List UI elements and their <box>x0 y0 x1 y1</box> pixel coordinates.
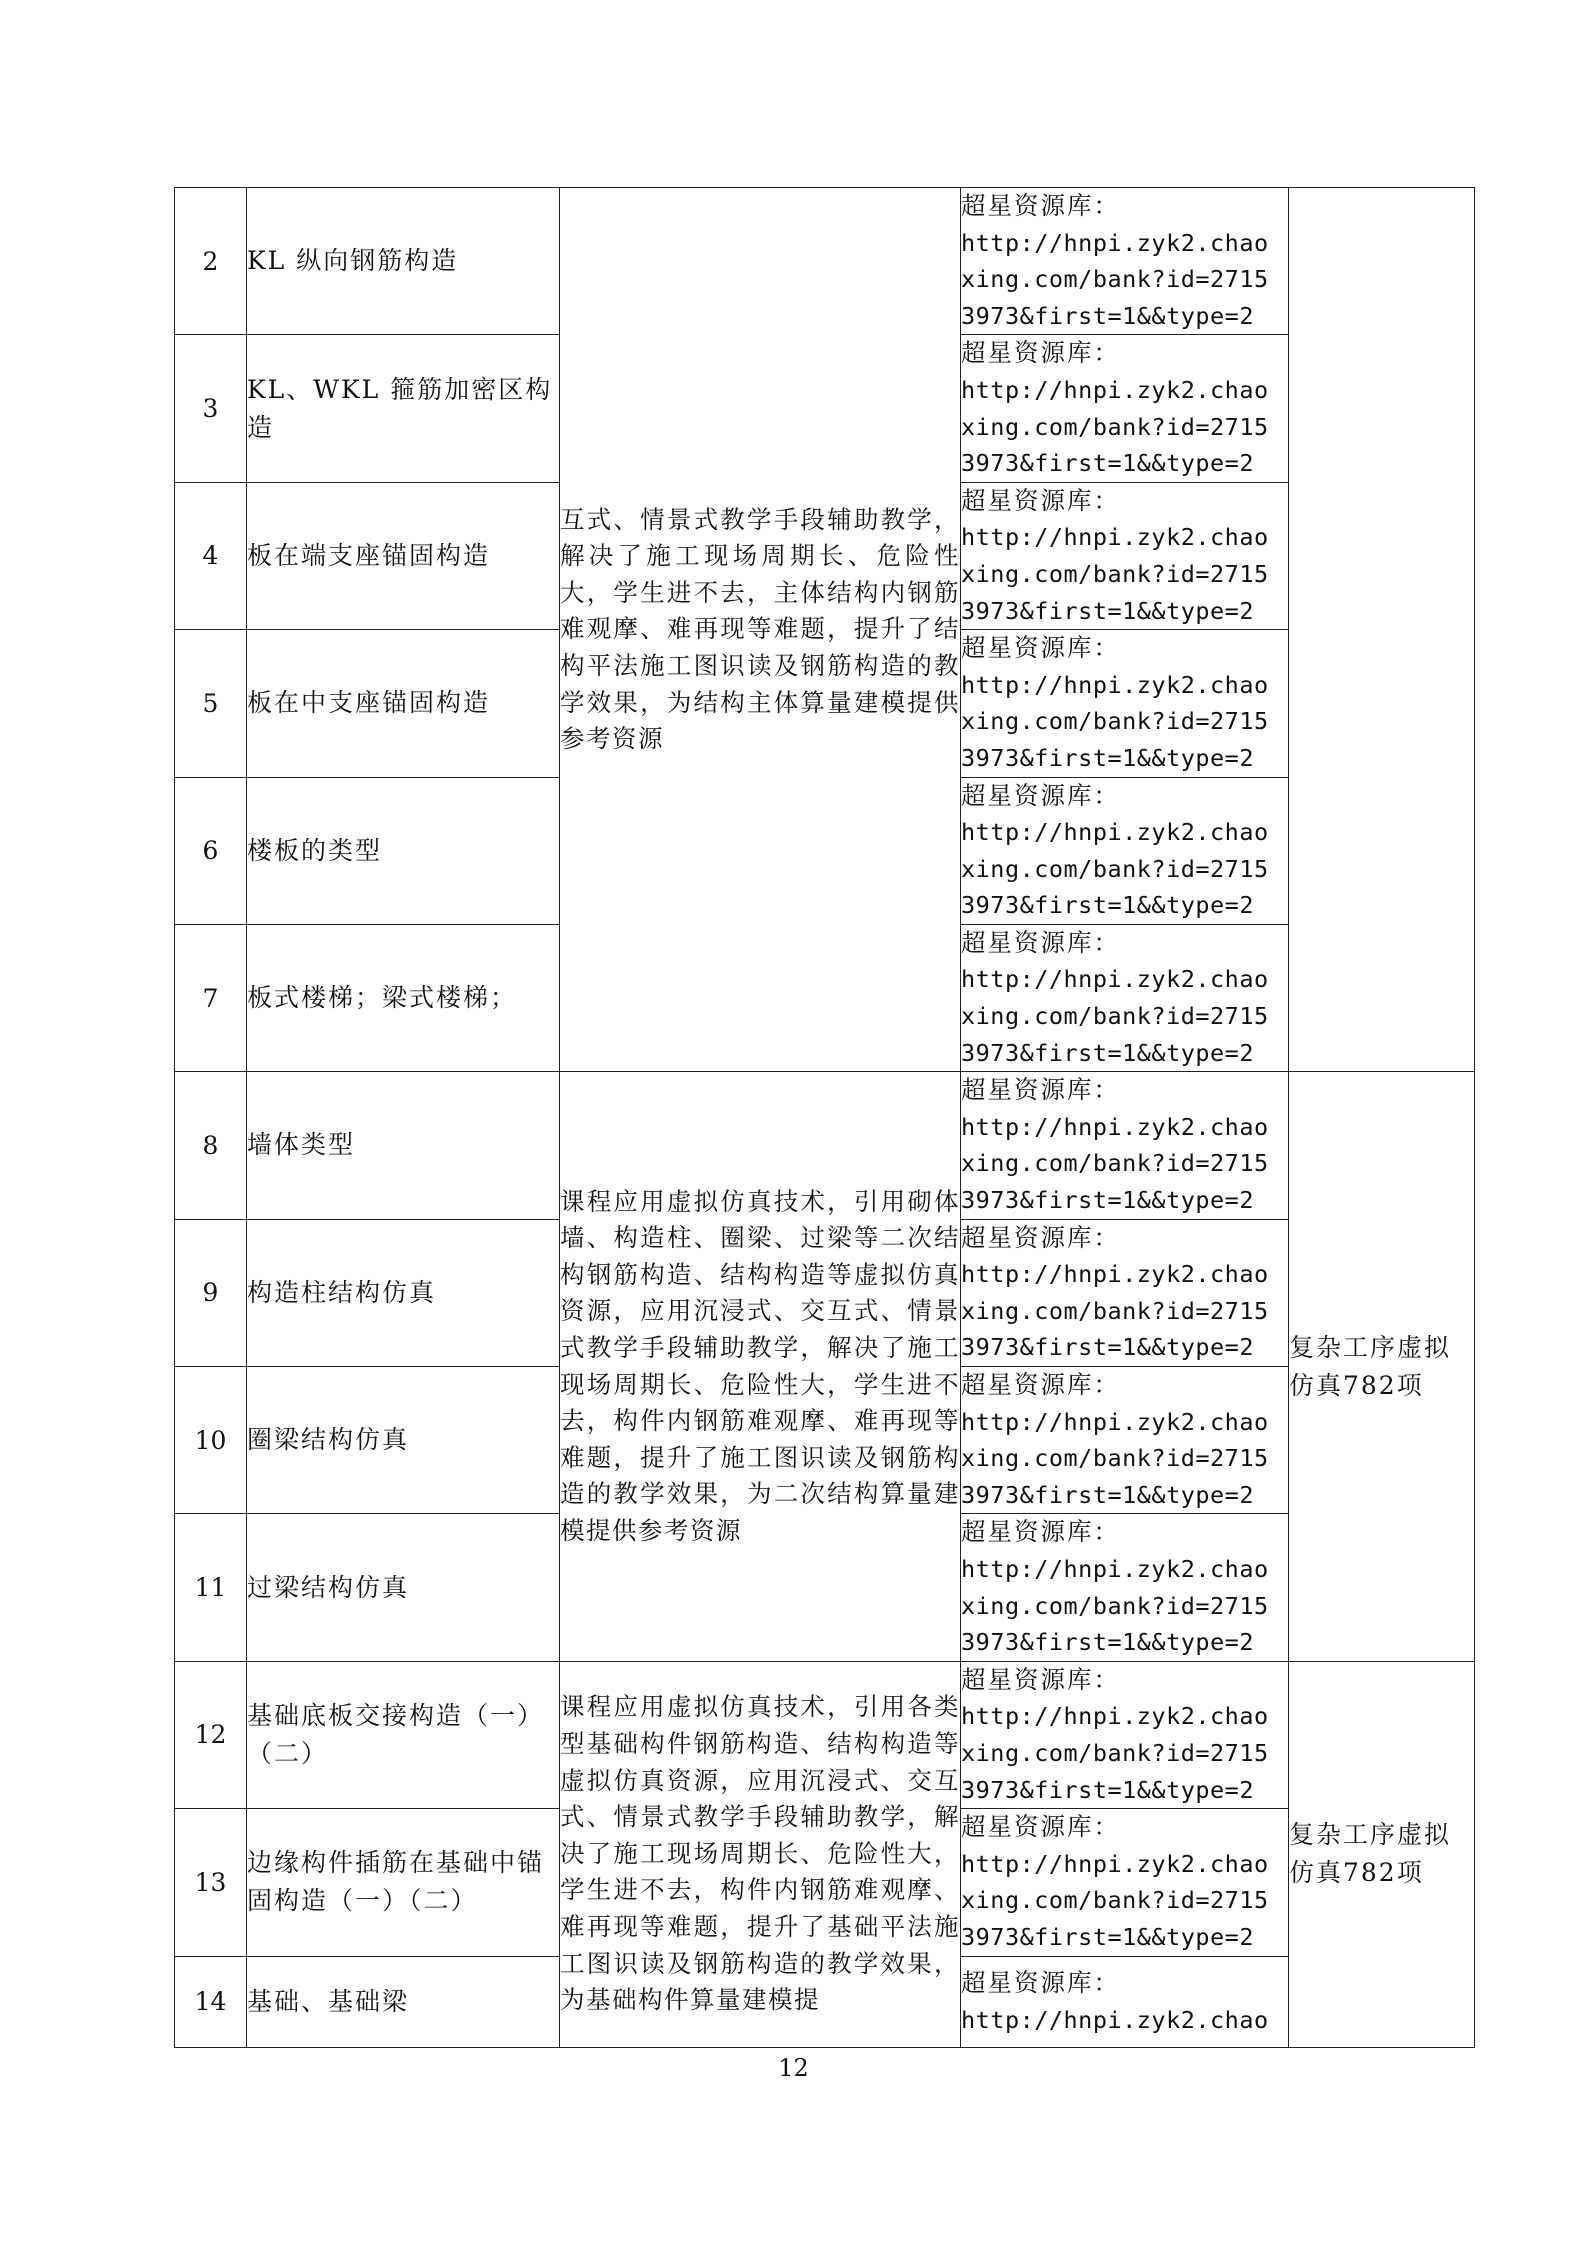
resource-label: 超星资源库： <box>961 1517 1120 1547</box>
resource-url[interactable]: xing.com/bank?id=2715 <box>961 707 1269 736</box>
resource-url[interactable]: http://hnpi.zyk2.chao <box>961 1260 1269 1289</box>
resource-url[interactable]: 3973&first=1&&type=2 <box>961 596 1254 625</box>
resource-link-cell <box>961 777 1289 924</box>
row-number: 14 <box>175 1956 247 2047</box>
item-name: 圈梁结构仿真 <box>247 1367 560 1514</box>
resource-url[interactable]: http://hnpi.zyk2.chao <box>961 2005 1269 2034</box>
row-number: 2 <box>175 188 247 335</box>
item-name: 墙体类型 <box>247 1072 560 1219</box>
resource-url[interactable]: xing.com/bank?id=2715 <box>961 1002 1269 1031</box>
resource-label: 超星资源库： <box>961 1664 1120 1694</box>
item-name: 过梁结构仿真 <box>247 1514 560 1661</box>
resource-link-cell <box>961 1809 1289 1956</box>
resource-url[interactable]: 3973&first=1&&type=2 <box>961 1038 1254 1067</box>
note-cell: 复杂工序虚拟仿真782项 <box>1289 1072 1475 1662</box>
resource-url[interactable]: xing.com/bank?id=2715 <box>961 559 1269 588</box>
resource-link-cell <box>961 1219 1289 1366</box>
resource-url[interactable]: xing.com/bank?id=2715 <box>961 1738 1269 1767</box>
resource-url[interactable]: xing.com/bank?id=2715 <box>961 1591 1269 1620</box>
resource-url[interactable]: 3973&first=1&&type=2 <box>961 1186 1254 1215</box>
row-number: 7 <box>175 924 247 1071</box>
resource-url[interactable]: 3973&first=1&&type=2 <box>961 1628 1254 1657</box>
resource-url[interactable]: xing.com/bank?id=2715 <box>961 854 1269 883</box>
resource-label: 超星资源库： <box>961 1075 1120 1105</box>
page-number: 12 <box>778 2054 809 2082</box>
resource-url[interactable]: xing.com/bank?id=2715 <box>961 1444 1269 1473</box>
resource-url[interactable]: 3973&first=1&&type=2 <box>961 301 1254 330</box>
resource-label: 超星资源库： <box>961 927 1120 957</box>
row-number: 4 <box>175 482 247 629</box>
resource-url[interactable]: http://hnpi.zyk2.chao <box>961 670 1269 699</box>
item-name: 板在端支座锚固构造 <box>247 482 560 629</box>
resource-url[interactable]: 3973&first=1&&type=2 <box>961 1480 1254 1509</box>
note-cell <box>1289 188 1475 1072</box>
row-number: 13 <box>175 1809 247 1956</box>
table-row <box>175 1072 1475 1219</box>
resource-label: 超星资源库： <box>961 1812 1120 1842</box>
resource-url[interactable]: 3973&first=1&&type=2 <box>961 449 1254 478</box>
resource-url[interactable]: http://hnpi.zyk2.chao <box>961 1554 1269 1583</box>
resource-link-cell <box>961 1956 1289 2047</box>
row-number: 6 <box>175 777 247 924</box>
resource-link-cell <box>961 630 1289 777</box>
resource-link-cell <box>961 1514 1289 1661</box>
resource-url[interactable]: xing.com/bank?id=2715 <box>961 265 1269 294</box>
row-number: 3 <box>175 335 247 482</box>
resource-url[interactable]: http://hnpi.zyk2.chao <box>961 375 1269 404</box>
resource-url[interactable]: http://hnpi.zyk2.chao <box>961 523 1269 552</box>
resource-url[interactable]: http://hnpi.zyk2.chao <box>961 1702 1269 1731</box>
resource-label: 超星资源库： <box>961 1370 1120 1399</box>
resource-link-cell <box>961 482 1289 629</box>
item-name: KL、WKL 箍筋加密区构造 <box>247 335 560 482</box>
item-name: 基础底板交接构造（一）（二） <box>247 1661 560 1808</box>
resource-link-cell <box>961 924 1289 1071</box>
row-number: 9 <box>175 1219 247 1366</box>
item-name: 板式楼梯；梁式楼梯； <box>247 924 560 1071</box>
item-name: 边缘构件插筋在基础中锚固构造（一）（二） <box>247 1809 560 1956</box>
row-number: 8 <box>175 1072 247 1219</box>
resource-label: 超星资源库： <box>961 191 1120 220</box>
resource-label: 超星资源库： <box>961 338 1120 368</box>
resource-link-cell <box>961 1367 1289 1514</box>
resource-url[interactable]: xing.com/bank?id=2715 <box>961 1296 1269 1325</box>
resource-url[interactable]: 3973&first=1&&type=2 <box>961 743 1254 772</box>
resource-link-cell <box>961 188 1289 335</box>
resource-url[interactable]: http://hnpi.zyk2.chao <box>961 1112 1269 1141</box>
resource-url[interactable]: xing.com/bank?id=2715 <box>961 412 1269 441</box>
table-row <box>175 188 1475 335</box>
resource-label: 超星资源库： <box>961 780 1120 810</box>
row-number: 10 <box>175 1367 247 1514</box>
resource-table <box>174 187 1475 2048</box>
resource-url[interactable]: xing.com/bank?id=2715 <box>961 1149 1269 1178</box>
item-name: 构造柱结构仿真 <box>247 1219 560 1366</box>
resource-url[interactable]: http://hnpi.zyk2.chao <box>961 965 1269 994</box>
resource-url[interactable]: http://hnpi.zyk2.chao <box>961 1407 1269 1436</box>
resource-label: 超星资源库： <box>961 633 1120 663</box>
resource-url[interactable]: http://hnpi.zyk2.chao <box>961 1849 1269 1878</box>
resource-url[interactable]: 3973&first=1&&type=2 <box>961 1333 1254 1362</box>
item-name: 基础、基础梁 <box>247 1956 560 2047</box>
row-number: 11 <box>175 1514 247 1661</box>
resource-url[interactable]: xing.com/bank?id=2715 <box>961 1886 1269 1915</box>
resource-label: 超星资源库： <box>961 1222 1120 1252</box>
resource-url[interactable]: http://hnpi.zyk2.chao <box>961 818 1269 847</box>
resource-link-cell <box>961 1661 1289 1808</box>
item-name: KL 纵向钢筋构造 <box>247 188 560 335</box>
resource-url[interactable]: 3973&first=1&&type=2 <box>961 1922 1254 1951</box>
table-row <box>175 1661 1475 1808</box>
item-description: 互式、情景式教学手段辅助教学，解决了施工现场周期长、危险性大，学生进不去，主体结构内钢筋难观摩、难再现等难题，提升了结构平法施工图识读及钢筋构造的教学效果，为结构主体算量建模提供参考资源 <box>560 188 961 1072</box>
resource-label: 超星资源库： <box>961 485 1120 515</box>
resource-link-cell <box>961 335 1289 482</box>
resource-link-cell <box>961 1072 1289 1219</box>
resource-url[interactable]: 3973&first=1&&type=2 <box>961 891 1254 920</box>
item-description: 课程应用虚拟仿真技术，引用各类型基础构件钢筋构造、结构构造等虚拟仿真资源，应用沉浸式、交互式、情景式教学手段辅助教学，解决了施工现场周期长、危险性大，学生进不去，构件内钢筋难观摩、难再现等难题，提升了基础平法施工图识读及钢筋构造的教学效果，为基础构件算量建模提 <box>560 1661 961 2047</box>
item-name: 板在中支座锚固构造 <box>247 630 560 777</box>
resource-url[interactable]: 3973&first=1&&type=2 <box>961 1775 1254 1804</box>
row-number: 5 <box>175 630 247 777</box>
row-number: 12 <box>175 1661 247 1808</box>
resource-url[interactable]: http://hnpi.zyk2.chao <box>961 228 1269 257</box>
note-cell: 复杂工序虚拟仿真782项 <box>1289 1661 1475 2047</box>
item-description: 课程应用虚拟仿真技术，引用砌体墙、构造柱、圈梁、过梁等二次结构钢筋构造、结构构造等虚拟仿真资源，应用沉浸式、交互式、情景式教学手段辅助教学，解决了施工现场周期长、危险性大，学生进不去，构件内钢筋难观摩、难再现等难题，提升了施工图识读及钢筋构造的教学效果，为二次结构算量建模提供参考资源 <box>560 1072 961 1662</box>
item-name: 楼板的类型 <box>247 777 560 924</box>
resource-label: 超星资源库： <box>961 1967 1120 1997</box>
